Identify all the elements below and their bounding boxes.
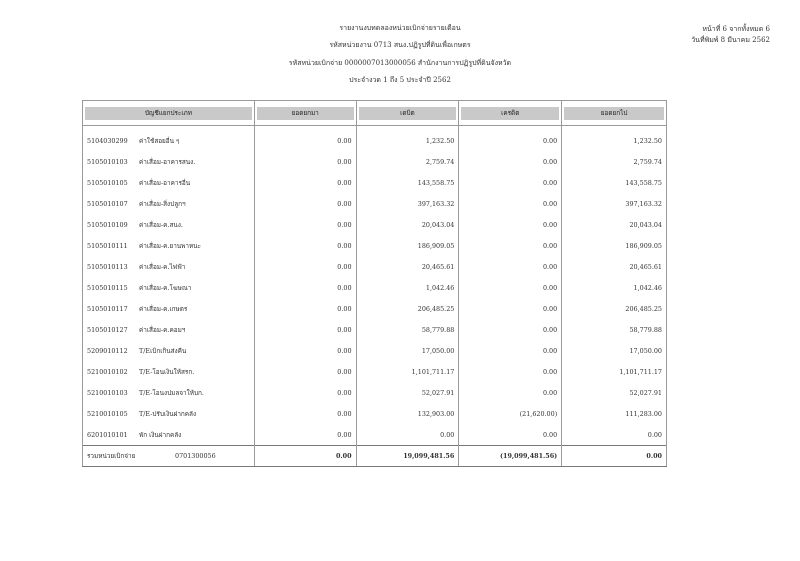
account-cell <box>83 256 255 277</box>
account-code: 5105010113 <box>87 262 128 271</box>
col-header-closing <box>562 101 667 126</box>
opening-balance: 0.00 <box>254 403 356 424</box>
col-header-label: บัญชีแยกประเภท <box>85 107 252 120</box>
account-name: T/E-โอนเงินให้สรก. <box>139 367 195 376</box>
debit-amount: 132,903.00 <box>356 403 459 424</box>
account-code: 5105010107 <box>87 199 128 208</box>
account-cell <box>83 214 255 235</box>
total-unit-code: 0701300056 <box>175 452 216 460</box>
total-row <box>83 446 667 467</box>
table-row <box>83 361 667 382</box>
debit-amount: 143,558.75 <box>356 172 459 193</box>
debit-amount: 17,050.00 <box>356 340 459 361</box>
table-row <box>83 382 667 403</box>
debit-amount: 1,101,711.17 <box>356 361 459 382</box>
opening-balance: 0.00 <box>254 126 356 152</box>
account-cell <box>83 151 255 172</box>
account-name: ค่าเสื่อม-ค.โฆษณา <box>139 283 192 292</box>
debit-amount: 1,042.46 <box>356 277 459 298</box>
closing-balance: 20,043.04 <box>562 214 667 235</box>
col-header-label: ยอดยกไป <box>564 107 664 120</box>
account-code: 5209010112 <box>87 346 128 355</box>
total-debit: 19,099,481.56 <box>356 446 459 467</box>
col-header-account <box>83 101 255 126</box>
credit-amount: 0.00 <box>459 214 562 235</box>
closing-balance: 397,163.32 <box>562 193 667 214</box>
report-title: รายงานงบทดลองหน่วยเบิกจ่ายรายเดือน <box>339 24 461 32</box>
credit-amount: (21,620.00) <box>459 403 562 424</box>
debit-amount: 52,027.91 <box>356 382 459 403</box>
page-info <box>691 24 770 46</box>
debit-amount: 2,759.74 <box>356 151 459 172</box>
table-row <box>83 319 667 340</box>
account-cell <box>83 424 255 446</box>
col-header-credit <box>459 101 562 126</box>
table-row <box>83 235 667 256</box>
account-cell <box>83 361 255 382</box>
account-name: พัก เงินฝากคลัง <box>139 430 182 439</box>
account-code: 5105010111 <box>87 241 128 250</box>
debit-amount: 206,485.25 <box>356 298 459 319</box>
credit-amount: 0.00 <box>459 298 562 319</box>
credit-amount: 0.00 <box>459 172 562 193</box>
account-code: 5105010105 <box>87 178 128 187</box>
closing-balance: 186,909.05 <box>562 235 667 256</box>
account-name: ค่าเสื่อม-อาคารอื่น <box>139 178 191 187</box>
closing-balance: 1,232.50 <box>562 126 667 152</box>
col-header-debit <box>356 101 459 126</box>
opening-balance: 0.00 <box>254 319 356 340</box>
credit-amount: 0.00 <box>459 340 562 361</box>
trial-balance-table <box>82 100 667 467</box>
table-row <box>83 172 667 193</box>
account-cell <box>83 126 255 152</box>
col-header-opening <box>254 101 356 126</box>
account-cell <box>83 403 255 424</box>
total-opening: 0.00 <box>254 446 356 467</box>
closing-balance: 1,042.46 <box>562 277 667 298</box>
account-code: 5105010109 <box>87 220 128 229</box>
closing-balance: 58,779.88 <box>562 319 667 340</box>
opening-balance: 0.00 <box>254 193 356 214</box>
print-date: วันที่พิมพ์ 8 มีนาคม 2562 <box>691 36 770 44</box>
credit-amount: 0.00 <box>459 361 562 382</box>
opening-balance: 0.00 <box>254 382 356 403</box>
table-body <box>83 126 667 446</box>
col-header-label: เดบิต <box>359 107 457 120</box>
credit-amount: 0.00 <box>459 382 562 403</box>
disbursing-unit-line: รหัสหน่วยเบิกจ่าย 0000007013000056 สำนักงานการปฏิรูปที่ดินจังหวัด <box>288 59 512 67</box>
closing-balance: 2,759.74 <box>562 151 667 172</box>
account-name: ค่าเสื่อม-ค.คอมฯ <box>139 325 186 334</box>
credit-amount: 0.00 <box>459 126 562 152</box>
account-cell <box>83 298 255 319</box>
opening-balance: 0.00 <box>254 424 356 446</box>
debit-amount: 397,163.32 <box>356 193 459 214</box>
credit-amount: 0.00 <box>459 277 562 298</box>
opening-balance: 0.00 <box>254 172 356 193</box>
table-row <box>83 214 667 235</box>
total-closing: 0.00 <box>562 446 667 467</box>
account-cell <box>83 319 255 340</box>
opening-balance: 0.00 <box>254 256 356 277</box>
closing-balance: 1,101,711.17 <box>562 361 667 382</box>
table-row <box>83 256 667 277</box>
period-line: ประจำงวด 1 ถึง 5 ประจำปี 2562 <box>349 76 451 84</box>
table-row <box>83 151 667 172</box>
account-name: ค่าใช้สอยอื่น ๆ <box>139 136 180 145</box>
credit-amount: 0.00 <box>459 424 562 446</box>
account-name: ค่าเสื่อม-ค.เกษตร <box>139 304 188 313</box>
account-code: 5105010127 <box>87 325 128 334</box>
col-header-label: เครดิต <box>461 107 559 120</box>
table-row <box>83 340 667 361</box>
opening-balance: 0.00 <box>254 361 356 382</box>
table-row <box>83 424 667 446</box>
table-row <box>83 193 667 214</box>
credit-amount: 0.00 <box>459 256 562 277</box>
account-code: 5210010102 <box>87 367 128 376</box>
table-row <box>83 403 667 424</box>
debit-amount: 0.00 <box>356 424 459 446</box>
table-row <box>83 298 667 319</box>
debit-amount: 20,043.04 <box>356 214 459 235</box>
credit-amount: 0.00 <box>459 151 562 172</box>
closing-balance: 206,485.25 <box>562 298 667 319</box>
debit-amount: 186,909.05 <box>356 235 459 256</box>
account-cell <box>83 382 255 403</box>
account-code: 5105010117 <box>87 304 128 313</box>
table-row <box>83 277 667 298</box>
account-cell <box>83 172 255 193</box>
agency-line: รหัสหน่วยงาน 0713 สนง.ปฏิรูปที่ดินเพื่อเกษตร <box>329 41 471 49</box>
opening-balance: 0.00 <box>254 235 356 256</box>
account-code: 5210010105 <box>87 409 128 418</box>
opening-balance: 0.00 <box>254 298 356 319</box>
account-code: 5210010103 <box>87 388 128 397</box>
account-code: 5105010103 <box>87 157 128 166</box>
account-cell <box>83 340 255 361</box>
account-name: ค่าเสื่อม-ค.ไฟฟ้า <box>139 262 186 271</box>
credit-amount: 0.00 <box>459 193 562 214</box>
closing-balance: 52,027.91 <box>562 382 667 403</box>
debit-amount: 20,465.61 <box>356 256 459 277</box>
total-credit: (19,099,481.56) <box>459 446 562 467</box>
debit-amount: 58,779.88 <box>356 319 459 340</box>
opening-balance: 0.00 <box>254 277 356 298</box>
closing-balance: 143,558.75 <box>562 172 667 193</box>
closing-balance: 17,050.00 <box>562 340 667 361</box>
opening-balance: 0.00 <box>254 340 356 361</box>
account-name: ค่าเสื่อม-อาคารสนง. <box>139 157 196 166</box>
col-header-label: ยอดยกมา <box>257 107 354 120</box>
credit-amount: 0.00 <box>459 235 562 256</box>
account-code: 5104030299 <box>87 136 128 145</box>
account-name: T/E-ปรับเงินฝากคลัง <box>139 409 197 418</box>
table-row <box>83 126 667 152</box>
table-header-row <box>83 101 667 126</box>
closing-balance: 20,465.61 <box>562 256 667 277</box>
page-number: หน้าที่ 6 จากทั้งหมด 6 <box>702 25 770 33</box>
total-label-cell <box>83 446 255 467</box>
opening-balance: 0.00 <box>254 151 356 172</box>
debit-amount: 1,232.50 <box>356 126 459 152</box>
account-cell <box>83 235 255 256</box>
account-cell <box>83 277 255 298</box>
account-name: T/Eเบิกเกินส่งคืน <box>139 346 187 355</box>
credit-amount: 0.00 <box>459 319 562 340</box>
account-name: ค่าเสื่อม-ค.ยานพาหนะ <box>139 241 201 250</box>
account-name: ค่าเสื่อม-สิ่งปลูกฯ <box>139 199 186 208</box>
opening-balance: 0.00 <box>254 214 356 235</box>
account-name: T/E-โอนงปมลจาให้บก. <box>139 388 204 397</box>
account-name: ค่าเสื่อม-ค.สนง. <box>139 220 183 229</box>
account-cell <box>83 193 255 214</box>
closing-balance: 0.00 <box>562 424 667 446</box>
account-code: 6201010101 <box>87 430 128 439</box>
account-code: 5105010115 <box>87 283 128 292</box>
closing-balance: 111,283.00 <box>562 403 667 424</box>
total-label: รวมหน่วยเบิกจ่าย <box>87 452 136 460</box>
